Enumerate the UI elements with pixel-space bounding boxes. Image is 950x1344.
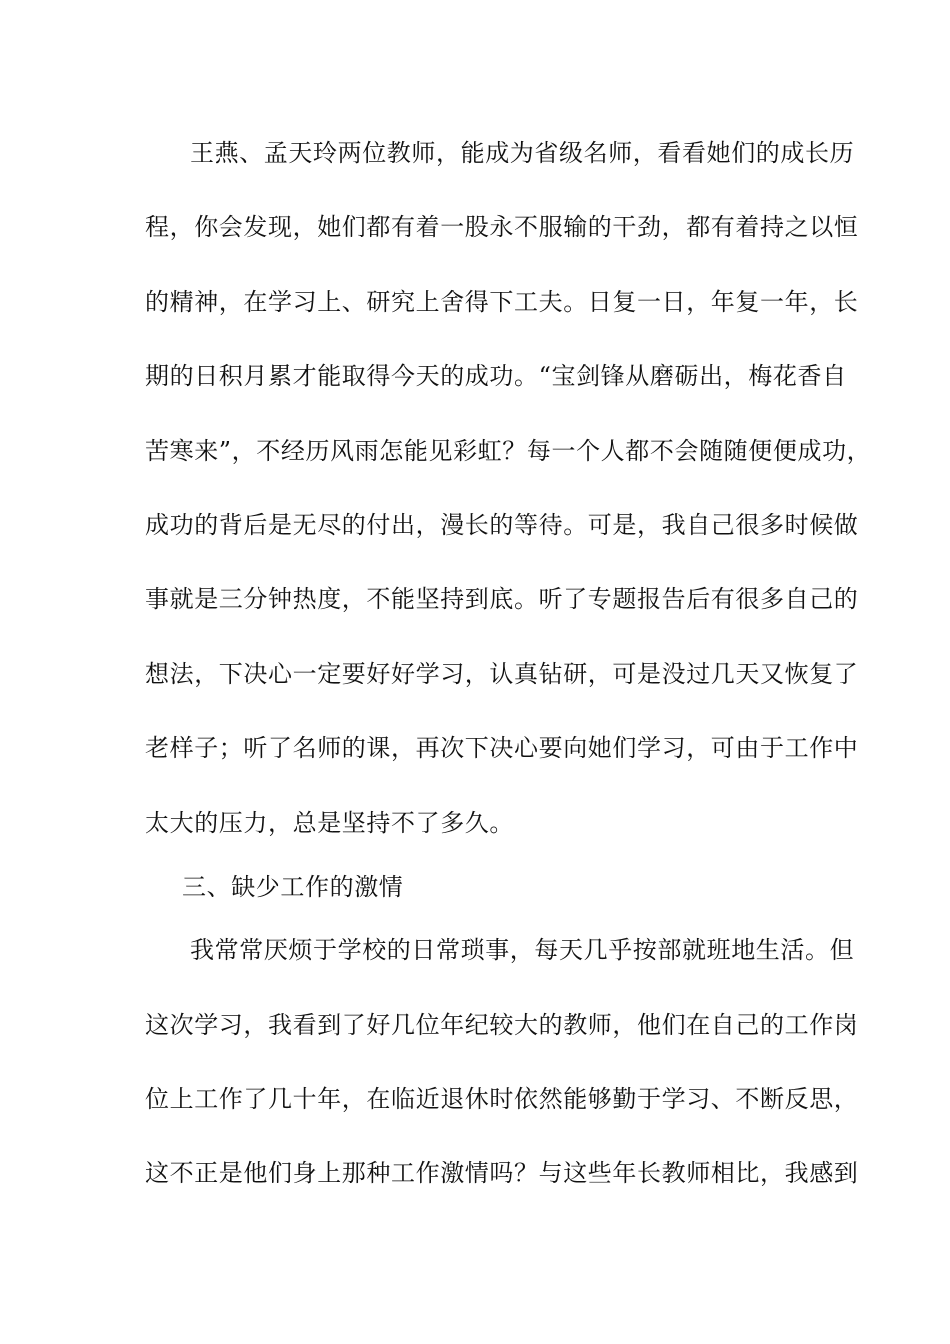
paragraph-line: 我常常厌烦于学校的日常琐事，每天几乎按部就班地生活。但	[190, 936, 855, 964]
paragraph-line: 太大的压力，总是坚持不了多久。	[145, 809, 514, 837]
paragraph-line: 苦寒来”，不经历风雨怎能见彩虹？每一个人都不会随随便便成功，	[145, 437, 872, 465]
section-heading: 三、缺少工作的激情	[182, 873, 404, 901]
paragraph-line: 老样子；听了名师的课，再次下决心要向她们学习，可由于工作中	[145, 734, 859, 762]
paragraph-line: 王燕、孟天玲两位教师，能成为省级名师，看看她们的成长历	[190, 139, 855, 167]
paragraph-line: 这不正是他们身上那种工作激情吗？与这些年长教师相比，我感到	[145, 1159, 859, 1187]
paragraph-line: 期的日积月累才能取得今天的成功。“宝剑锋从磨砺出，梅花香自	[145, 362, 847, 390]
paragraph-line: 位上工作了几十年，在临近退休时依然能够勤于学习、不断反思，	[145, 1085, 859, 1113]
paragraph-line: 这次学习，我看到了好几位年纪较大的教师，他们在自己的工作岗	[145, 1011, 859, 1039]
paragraph-line: 想法，下决心一定要好好学习，认真钻研，可是没过几天又恢复了	[145, 660, 859, 688]
paragraph-line: 程，你会发现，她们都有着一股永不服输的干劲，都有着持之以恒	[145, 213, 859, 241]
paragraph-line: 的精神，在学习上、研究上舍得下工夫。日复一日，年复一年，长	[145, 288, 859, 316]
paragraph-line: 事就是三分钟热度，不能坚持到底。听了专题报告后有很多自己的	[145, 585, 859, 613]
paragraph-line: 成功的背后是无尽的付出，漫长的等待。可是，我自己很多时候做	[145, 511, 859, 539]
